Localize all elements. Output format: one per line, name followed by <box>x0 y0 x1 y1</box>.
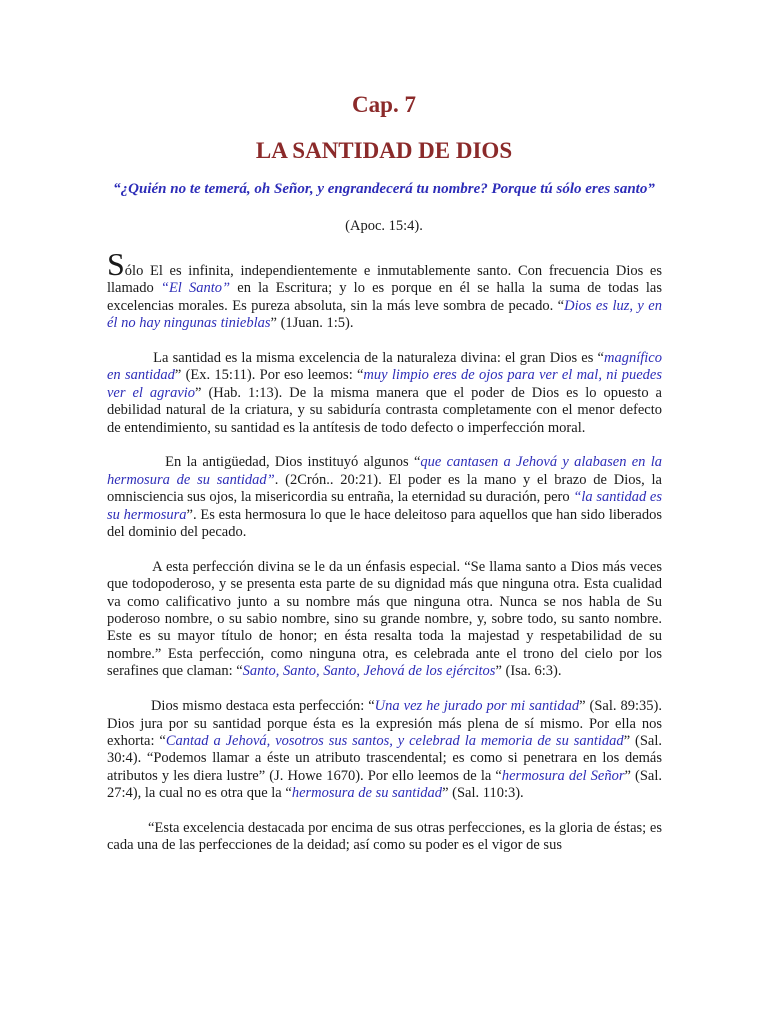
scripture-quote: Dios es luz, y en él no hay ningunas tinieblas <box>107 297 662 332</box>
paragraph-text: ólo El es infinita, independientemente e inmutablemente santo. Con frecuencia Dios es llamado <box>107 263 662 297</box>
scripture-quote: hermosura del Señor <box>501 767 625 784</box>
paragraph <box>107 820 662 855</box>
paragraph-text: ” (Sal. 110:3). <box>442 785 524 802</box>
scripture-quote: Cantad a Jehová, vosotros sus santos, y celebrad la memoria de su santidad <box>165 732 624 749</box>
drop-cap: S <box>107 246 125 282</box>
paragraph-text: Dios mismo destaca esta perfección: “ <box>107 698 375 715</box>
paragraph-text: La santidad es la misma excelencia de la naturaleza divina: el gran Dios es “ <box>107 350 604 367</box>
scripture-quote: “El Santo” <box>160 280 231 297</box>
paragraph <box>107 454 662 541</box>
paragraph-text: ” (1Juan. 1:5). <box>270 315 354 332</box>
paragraph <box>107 246 662 333</box>
scripture-quote: hermosura de su santidad <box>291 785 443 802</box>
paragraph-text: ” (Isa. 6:3). <box>495 663 562 680</box>
paragraph-text: ”. Es esta hermosura lo que le hace deleitoso para aquellos que han sido liberados del dominio del pecado. <box>107 506 662 541</box>
paragraph-text: ” (Sal. 30:4). “Podemos llamar a éste un atributo trascendental; es como si penetrara en los demás atributos y les diera lustre” (J. Howe 1670). Por ello leemos de la “ <box>107 732 663 784</box>
paragraph-text: ” (Ex. 15:11). Por eso leemos: “ <box>174 367 364 384</box>
paragraph-text: en la Escritura; y lo es porque en él se halla la suma de todas las excelencias morales. Es pureza absoluta, sin la más leve sombra de pecado. “ <box>107 280 662 314</box>
scripture-quote: que cantasen a Jehová y alabasen en la hermosura de su santidad” <box>107 454 662 488</box>
paragraph <box>107 350 662 437</box>
scripture-quote: magnífico en santidad <box>107 350 662 384</box>
paragraph-text: “Esta excelencia destacada por encima de sus otras perfecciones, es la gloria de éstas; es cada una de las perfecciones de la deidad; así como su poder es el vigor de sus <box>107 819 662 854</box>
paragraph-text: ” (Hab. 1:13). De la misma manera que el poder de Dios es lo opuesto a debilidad natural de la criatura, y su sabiduría contrasta completamente con el menor defecto de entendimiento, su santidad es la antítesis de todo defecto o imperfección moral. <box>107 384 662 436</box>
paragraph-text: En la antigüedad, Dios instituyó algunos “ <box>107 454 421 471</box>
paragraph-text: A esta perfección divina se le da un énfasis especial. “Se llama santo a Dios más veces que todopoderoso, y se presenta esta parte de su dignidad más que ninguna otra. Esta cualidad va como calificativo junto a su nombre más que ninguna otra. Nunca se nos habla de Su poderoso nombre, o su sabio nombre, sino su grande nombre, y, sobre todo, su santo nombre. Este es su mayor título de honor; en ésta resalta toda la majestad y respetabilidad de su nombre.” Esta perfección, como ninguna otra, es celebrada ante el trono del cielo por los serafines que claman: “ <box>107 558 662 680</box>
scripture-quote: Santo, Santo, Santo, Jehová de los ejércitos <box>242 663 496 680</box>
scripture-quote: muy limpio eres de ojos para ver el mal, ni puedes ver el agravio <box>107 367 663 401</box>
epigraph-quote: “¿Quién no te temerá, oh Señor, y engrandecerá tu nombre? Porque tú sólo eres santo” <box>113 181 655 197</box>
body-text <box>107 246 663 872</box>
epigraph-reference: (Apoc. 15:4). <box>345 218 423 234</box>
paragraph-text: . (2Crón.. 20:21). El poder es la mano y el brazo de Dios, la omnisciencia sus ojos, la misericordia su entraña, la eternidad su duración, pero <box>107 471 662 506</box>
paragraph <box>107 559 662 681</box>
paragraph <box>107 698 662 802</box>
chapter-title: LA SANTIDAD DE DIOS <box>255 138 513 163</box>
paragraph-text: ” (Sal. 27:4), la cual no es otra que la “ <box>107 767 663 802</box>
scripture-quote: “la santidad es su hermosura <box>107 489 663 523</box>
paragraph-text: ” (Sal. 89:35). Dios jura por su santidad porque ésta es la expresión más plena de sí mismo. Por ella nos exhorta: “ <box>107 698 662 749</box>
chapter-number: Cap. 7 <box>352 92 416 117</box>
scripture-quote: Una vez he jurado por mi santidad <box>374 698 580 715</box>
